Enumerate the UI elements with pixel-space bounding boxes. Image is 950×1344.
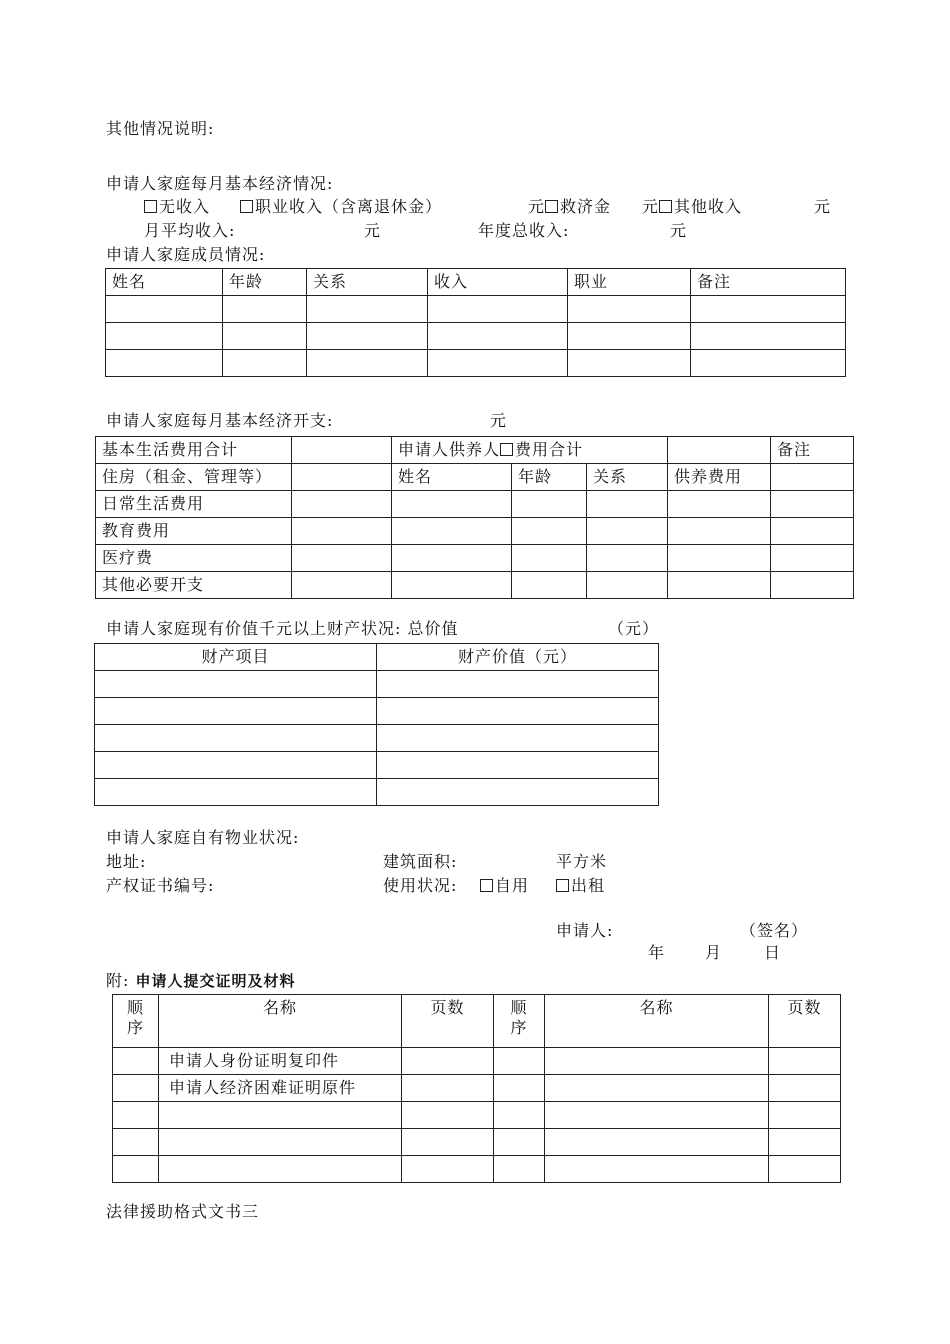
table-cell[interactable] xyxy=(159,1129,402,1156)
header-cell: 收入 xyxy=(428,269,568,296)
table-cell[interactable] xyxy=(113,1102,159,1129)
table-cell[interactable] xyxy=(668,545,771,572)
expense-table xyxy=(95,436,854,599)
table-cell[interactable] xyxy=(769,1129,841,1156)
table-cell[interactable] xyxy=(307,296,428,323)
expense-unit: 元 xyxy=(490,411,508,430)
table-cell[interactable] xyxy=(769,1048,841,1075)
table-row xyxy=(96,572,854,599)
table-cell[interactable] xyxy=(587,545,668,572)
header-cell: 备注 xyxy=(691,269,846,296)
table-cell[interactable] xyxy=(307,323,428,350)
year-label: 年 xyxy=(648,943,666,962)
basic-total-label: 基本生活费用合计 xyxy=(96,437,292,464)
table-cell[interactable] xyxy=(377,752,659,779)
table-cell[interactable] xyxy=(771,572,854,599)
header-cell: 顺 序 xyxy=(494,995,545,1048)
table-header-row xyxy=(96,437,854,464)
table-cell[interactable] xyxy=(392,518,512,545)
table-row xyxy=(113,1129,841,1156)
other-income-option[interactable]: 元 其他收入 xyxy=(642,197,743,216)
table-cell[interactable] xyxy=(377,725,659,752)
table-row xyxy=(95,698,659,725)
table-cell[interactable] xyxy=(668,572,771,599)
table-cell[interactable] xyxy=(512,518,587,545)
header-cell: 职业 xyxy=(568,269,691,296)
no-income-option[interactable]: 无收入 xyxy=(144,197,210,217)
table-cell[interactable] xyxy=(769,1156,841,1183)
header-cell: 财产项目 xyxy=(95,644,377,671)
header-cell: 财产价值（元） xyxy=(377,644,659,671)
table-cell[interactable] xyxy=(428,323,568,350)
day-label: 日 xyxy=(764,943,782,962)
table-cell[interactable] xyxy=(292,437,392,464)
table-cell[interactable] xyxy=(568,323,691,350)
attachments-title: 申请人提交证明及材料 xyxy=(135,972,296,990)
table-cell[interactable] xyxy=(545,1075,769,1102)
header-cell: 关系 xyxy=(587,464,668,491)
table-cell[interactable] xyxy=(668,518,771,545)
table-cell[interactable] xyxy=(494,1075,545,1102)
table-cell[interactable] xyxy=(106,323,223,350)
table-cell[interactable] xyxy=(512,491,587,518)
expense-heading: 申请人家庭每月基本经济开支: xyxy=(106,411,334,430)
table-cell[interactable] xyxy=(494,1048,545,1075)
table-cell[interactable] xyxy=(307,350,428,377)
table-row xyxy=(106,350,846,377)
table-cell[interactable] xyxy=(113,1129,159,1156)
table-cell[interactable] xyxy=(292,572,392,599)
table-row xyxy=(96,464,854,491)
table-cell[interactable] xyxy=(568,296,691,323)
table-cell[interactable] xyxy=(668,437,771,464)
table-cell[interactable] xyxy=(545,1129,769,1156)
table-cell[interactable] xyxy=(587,491,668,518)
other-notes-label: 其他情况说明: xyxy=(106,119,215,138)
document-footer: 法律援助格式文书三 xyxy=(106,1202,260,1221)
table-cell[interactable] xyxy=(494,1102,545,1129)
job-income-option[interactable]: 职业收入（含离退休金） xyxy=(240,197,442,217)
members-table xyxy=(105,268,846,377)
table-row xyxy=(96,491,854,518)
table-cell[interactable] xyxy=(494,1129,545,1156)
expense-item: 医疗费 xyxy=(96,545,292,572)
table-row xyxy=(95,752,659,779)
table-cell[interactable] xyxy=(771,464,854,491)
header-cell: 年龄 xyxy=(512,464,587,491)
table-cell[interactable] xyxy=(771,518,854,545)
table-cell[interactable] xyxy=(428,350,568,377)
table-cell[interactable] xyxy=(402,1129,494,1156)
header-cell: 年龄 xyxy=(223,269,307,296)
cert-no-label: 产权证书编号: xyxy=(106,876,215,895)
checkbox-icon[interactable] xyxy=(240,200,253,213)
table-cell[interactable] xyxy=(392,545,512,572)
table-cell[interactable] xyxy=(377,779,659,806)
table-cell[interactable] xyxy=(587,518,668,545)
table-cell[interactable] xyxy=(223,323,307,350)
table-cell[interactable] xyxy=(113,1048,159,1075)
area-unit: 平方米 xyxy=(556,852,608,871)
table-cell[interactable] xyxy=(95,698,377,725)
area-label: 建筑面积: xyxy=(383,852,458,871)
property-table xyxy=(94,643,659,806)
self-use-option[interactable]: 自用 xyxy=(480,876,529,896)
other-income-unit: 元 xyxy=(814,197,832,216)
income-heading: 申请人家庭每月基本经济情况: xyxy=(106,174,334,193)
table-cell[interactable] xyxy=(95,671,377,698)
table-cell[interactable] xyxy=(95,779,377,806)
table-cell[interactable]: 申请人身份证明复印件 xyxy=(159,1048,402,1075)
table-cell[interactable] xyxy=(402,1075,494,1102)
table-cell[interactable] xyxy=(95,725,377,752)
realty-heading: 申请人家庭自有物业状况: xyxy=(106,828,300,847)
checkbox-icon[interactable] xyxy=(545,200,558,213)
table-cell[interactable] xyxy=(691,323,846,350)
table-row xyxy=(95,671,659,698)
property-heading: 申请人家庭现有价值千元以上财产状况: 总价值 xyxy=(106,619,459,638)
table-cell[interactable] xyxy=(113,1075,159,1102)
table-cell[interactable] xyxy=(512,572,587,599)
table-header-row xyxy=(106,269,846,296)
table-cell[interactable] xyxy=(292,491,392,518)
table-cell[interactable] xyxy=(494,1156,545,1183)
header-cell: 页数 xyxy=(769,995,841,1048)
table-header-row xyxy=(95,644,659,671)
address-label: 地址: xyxy=(106,852,147,871)
table-cell[interactable] xyxy=(223,350,307,377)
table-cell[interactable] xyxy=(159,1156,402,1183)
header-cell: 姓名 xyxy=(392,464,512,491)
table-cell[interactable] xyxy=(545,1156,769,1183)
checkbox-icon[interactable] xyxy=(144,200,157,213)
header-cell: 名称 xyxy=(545,995,769,1048)
table-cell[interactable] xyxy=(292,464,392,491)
property-unit: （元） xyxy=(608,619,660,638)
header-cell: 关系 xyxy=(307,269,428,296)
table-row xyxy=(96,518,854,545)
table-cell[interactable] xyxy=(223,296,307,323)
header-cell: 供养费用 xyxy=(668,464,771,491)
table-cell[interactable] xyxy=(769,1075,841,1102)
table-row xyxy=(106,323,846,350)
table-cell[interactable] xyxy=(512,545,587,572)
table-cell[interactable] xyxy=(402,1102,494,1129)
support-total-label: 申请人供养人 费用合计 xyxy=(392,437,668,464)
table-cell[interactable] xyxy=(377,698,659,725)
table-cell[interactable] xyxy=(159,1102,402,1129)
table-row xyxy=(113,1075,841,1102)
checkbox-icon[interactable] xyxy=(500,443,513,456)
table-cell[interactable] xyxy=(691,296,846,323)
remark-label: 备注 xyxy=(771,437,854,464)
checkbox-icon[interactable] xyxy=(556,879,569,892)
table-cell[interactable] xyxy=(568,350,691,377)
table-row xyxy=(113,1048,841,1075)
table-cell[interactable] xyxy=(113,1156,159,1183)
table-row xyxy=(95,725,659,752)
table-cell[interactable] xyxy=(392,572,512,599)
annual-total-unit: 元 xyxy=(670,221,688,240)
expense-item: 住房（租金、管理等） xyxy=(96,464,292,491)
table-header-row xyxy=(113,995,841,1048)
table-cell[interactable] xyxy=(392,491,512,518)
monthly-avg-unit: 元 xyxy=(364,221,382,240)
expense-item: 教育费用 xyxy=(96,518,292,545)
expense-item: 日常生活费用 xyxy=(96,491,292,518)
table-cell[interactable] xyxy=(377,671,659,698)
table-cell[interactable] xyxy=(545,1048,769,1075)
usage-label: 使用状况: xyxy=(383,876,458,895)
attachments-heading: 附: 申请人提交证明及材料 xyxy=(106,971,296,990)
table-cell[interactable] xyxy=(428,296,568,323)
header-cell: 名称 xyxy=(159,995,402,1048)
header-cell: 姓名 xyxy=(106,269,223,296)
table-cell[interactable] xyxy=(668,491,771,518)
applicant-label: 申请人: xyxy=(556,921,614,940)
rent-out-option[interactable]: 出租 xyxy=(556,876,605,896)
month-label: 月 xyxy=(705,943,723,962)
header-cell: 页数 xyxy=(402,995,494,1048)
table-row xyxy=(113,1156,841,1183)
table-row xyxy=(95,779,659,806)
table-cell[interactable] xyxy=(402,1156,494,1183)
table-row xyxy=(113,1102,841,1129)
table-cell[interactable] xyxy=(95,752,377,779)
expense-item: 其他必要开支 xyxy=(96,572,292,599)
table-cell[interactable] xyxy=(691,350,846,377)
members-heading: 申请人家庭成员情况: xyxy=(106,245,266,264)
table-row xyxy=(96,545,854,572)
table-cell[interactable] xyxy=(106,350,223,377)
table-cell[interactable] xyxy=(771,491,854,518)
table-cell[interactable] xyxy=(545,1102,769,1129)
table-cell[interactable] xyxy=(771,545,854,572)
table-cell[interactable] xyxy=(292,545,392,572)
annual-total-label: 年度总收入: xyxy=(478,221,570,240)
table-cell[interactable] xyxy=(587,572,668,599)
table-cell[interactable] xyxy=(402,1048,494,1075)
table-cell[interactable] xyxy=(106,296,223,323)
checkbox-icon[interactable] xyxy=(659,200,672,213)
table-row xyxy=(106,296,846,323)
monthly-avg-label: 月平均收入: xyxy=(144,221,236,240)
table-cell[interactable] xyxy=(292,518,392,545)
table-cell[interactable] xyxy=(769,1102,841,1129)
relief-option[interactable]: 元 救济金 xyxy=(528,197,612,216)
header-cell: 顺 序 xyxy=(113,995,159,1048)
checkbox-icon[interactable] xyxy=(480,879,493,892)
attachments-table xyxy=(112,994,841,1183)
table-cell[interactable]: 申请人经济困难证明原件 xyxy=(159,1075,402,1102)
sign-label: （签名） xyxy=(740,921,809,940)
